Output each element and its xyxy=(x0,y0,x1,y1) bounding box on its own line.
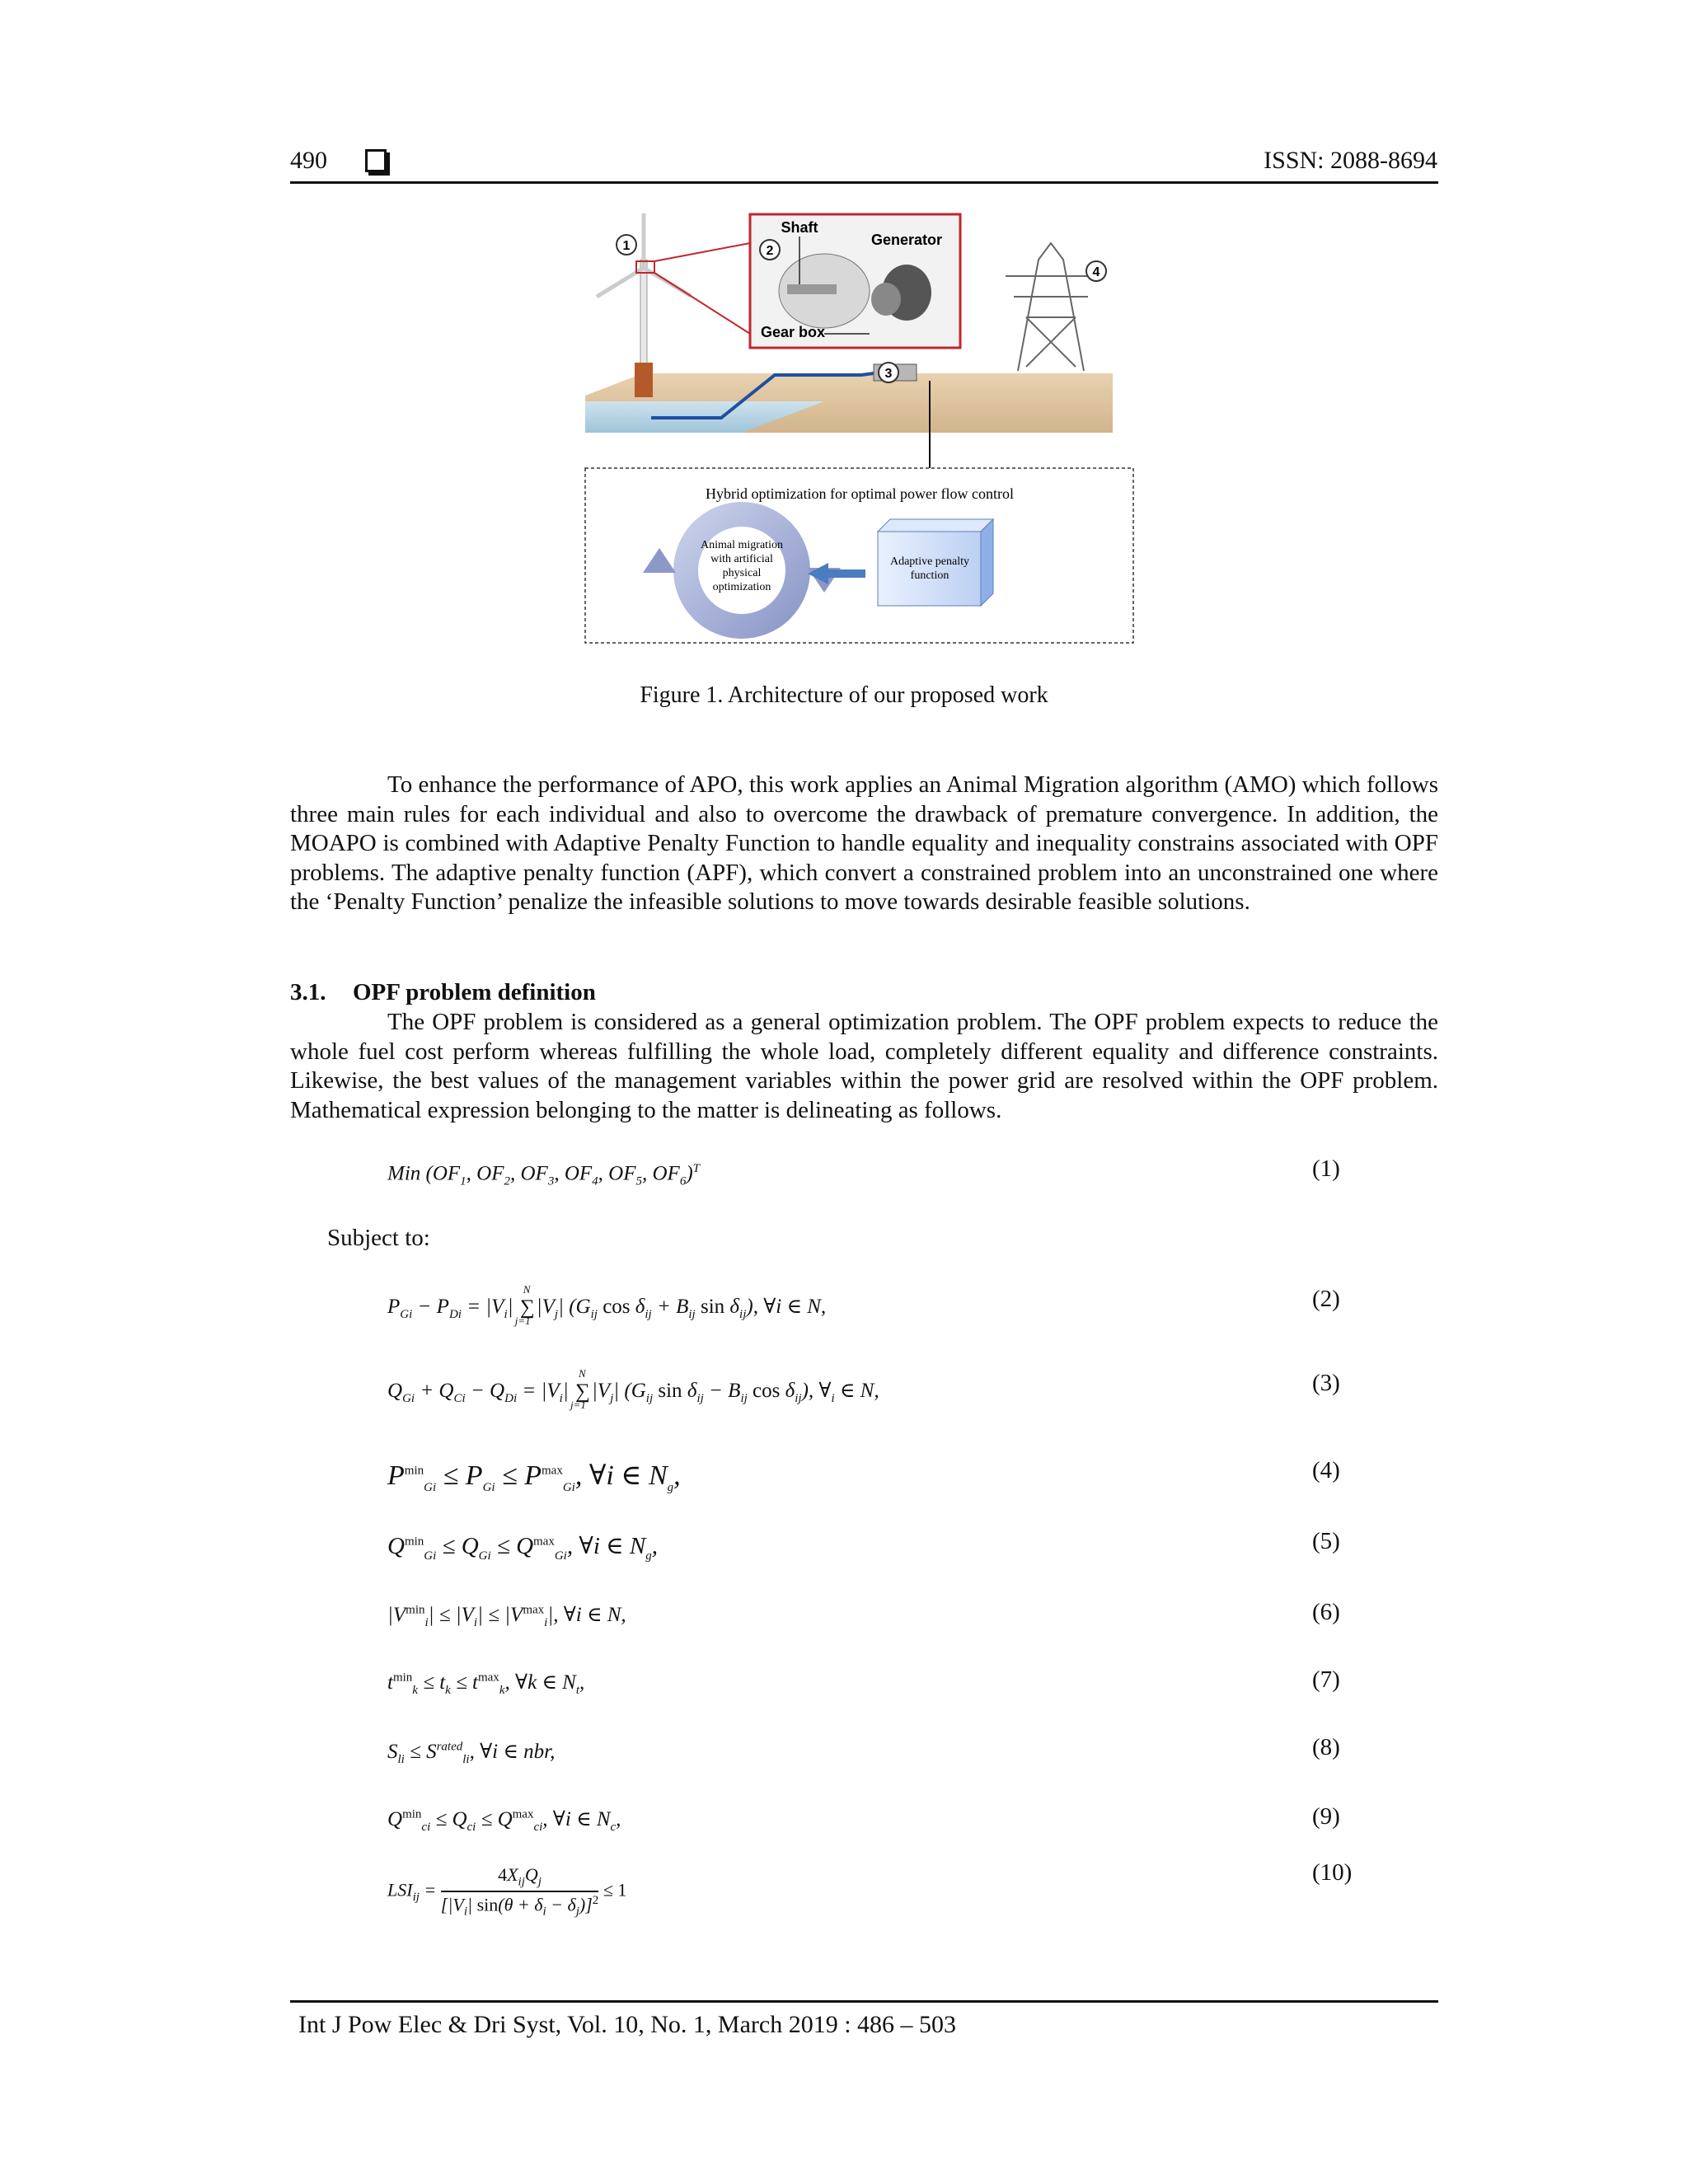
box-title: Hybrid optimization for optimal power flow control xyxy=(706,485,1014,502)
label-shaft: Shaft xyxy=(781,219,818,236)
section-heading xyxy=(290,979,596,1006)
equation-number-10: (10) xyxy=(1312,1859,1353,1886)
equation-number-5: (5) xyxy=(1312,1528,1340,1554)
section-title: OPF problem definition xyxy=(353,979,596,1005)
equation-3: $Q_{Gi} + Q_{Ci} - Q_{Di} = |V_i|$ N ∑ j=1 $|V_j|$ ($G_{ij}$ $\sin \delta_{ij} - B_{ij}$ $\cos \delta_{ij}$), $\forall_i$ ∈ N, xyxy=(387,1367,879,1412)
label-4: 4 xyxy=(1092,265,1100,279)
equation-number-1: (1) xyxy=(1312,1155,1340,1182)
issn: ISSN: 2088-8694 xyxy=(1264,147,1437,174)
label-1: 1 xyxy=(622,239,631,253)
equation-number-4: (4) xyxy=(1312,1457,1340,1483)
label-3: 3 xyxy=(884,367,893,381)
equation-8: $S_{li} \le S^{rated}_{li}$, ∀i ∈ nbr, xyxy=(387,1740,556,1766)
equation-7: $t^{min}_k \le t_k \le t^{max}_k$, ∀k ∈ $N_t$, xyxy=(387,1671,585,1697)
cycle-line-1: Animal migration xyxy=(701,539,783,551)
transmission-tower xyxy=(1006,243,1096,371)
cycle-line-3: physical xyxy=(722,567,762,579)
figure-caption: Figure 1. Architecture of our proposed work xyxy=(640,682,1048,708)
page-header-left xyxy=(290,147,387,175)
equation-number-8: (8) xyxy=(1312,1734,1340,1760)
penalty-line-2: function xyxy=(910,569,950,582)
label-generator: Generator xyxy=(870,232,943,248)
figure-1 xyxy=(577,210,1137,655)
label-2: 2 xyxy=(766,244,774,258)
equation-number-7: (7) xyxy=(1312,1666,1340,1693)
architecture-diagram xyxy=(577,210,1137,655)
equation-number-9: (9) xyxy=(1312,1803,1340,1830)
equation-1: Min ($OF_1$, $OF_2$, $OF_3$, $OF_4$, $OF_5$, $OF_6)^T$ xyxy=(387,1162,700,1188)
label-gearbox: Gear box xyxy=(760,324,826,340)
checkbox-icon xyxy=(365,149,387,172)
turbine-foundation xyxy=(635,363,653,397)
header-rule xyxy=(290,181,1438,184)
equation-10: $LSI_{ij}$ = $\frac{4X_{ij}Q_j}{[|V_i| \sin(\theta + \delta_i - \delta_j)]^2}$ ≤ 1 xyxy=(387,1864,627,1919)
footer-citation: Int J Pow Elec & Dri Syst, Vol. 10, No. 1, March 2019 : 486 – 503 xyxy=(298,2011,957,2038)
equation-number-3: (3) xyxy=(1312,1370,1340,1396)
subject-to: Subject to: xyxy=(327,1225,430,1251)
equation-2: $P_{Gi} - P_{Di} = |V_i|$ N ∑ j=1 $|V_j|$ ($G_{ij}$ $\cos \delta_{ij} + B_{ij}$ $\sin \delta_{ij}$), ∀i ∈ N, xyxy=(387,1283,827,1328)
paragraph-2: The OPF problem is considered as a general optimization problem. The OPF problem expects to reduce the whole fuel cost perform whereas fulfilling the whole load, completely different equality and difference constraints. Likewise, the best values of the management variables within the power grid are resolved within the OPF problem. Mathematical expression belonging to the matter is delineating as follows. xyxy=(290,1009,1438,1123)
equation-number-6: (6) xyxy=(1312,1599,1340,1625)
section-number: 3.1. xyxy=(290,979,326,1005)
equation-4: $P^{min}_{Gi} \le P_{Gi} \le P^{max}_{Gi}$, ∀i ∈ $N_g$, xyxy=(387,1460,681,1494)
equation-5: $Q^{min}_{Gi} \le Q_{Gi} \le Q^{max}_{Gi}$, ∀i ∈ $N_g$, xyxy=(387,1533,658,1563)
equation-number-2: (2) xyxy=(1312,1286,1340,1312)
penalty-cube xyxy=(878,532,981,606)
cycle-line-4: optimization xyxy=(712,581,771,593)
penalty-line-1: Adaptive penalty xyxy=(889,555,970,568)
page-number: 490 xyxy=(290,147,327,174)
paragraph-1: To enhance the performance of APO, this work applies an Animal Migration algorithm (AMO) which follows three main rules for each individual and also to overcome the drawback of premature convergence. In addition, the MOAPO is combined with Adaptive Penalty Function to handle equality and inequality constrains associated with OPF problems. The adaptive penalty function (APF), which convert a constrained problem into an unconstrained one where the ‘Penalty Function’ penalize the infeasible solutions to move towards desirable feasible solutions. xyxy=(290,771,1438,915)
cycle-line-2: with artificial xyxy=(710,553,773,565)
equation-6: $|V^{min}_i| \le |V_i| \le |V^{max}_i|$, ∀i ∈ N, xyxy=(387,1603,626,1629)
equation-9: $Q^{min}_{ci} \le Q_{ci} \le Q^{max}_{ci}$, ∀i ∈ $N_c$, xyxy=(387,1807,621,1834)
footer-rule xyxy=(290,2000,1438,2003)
